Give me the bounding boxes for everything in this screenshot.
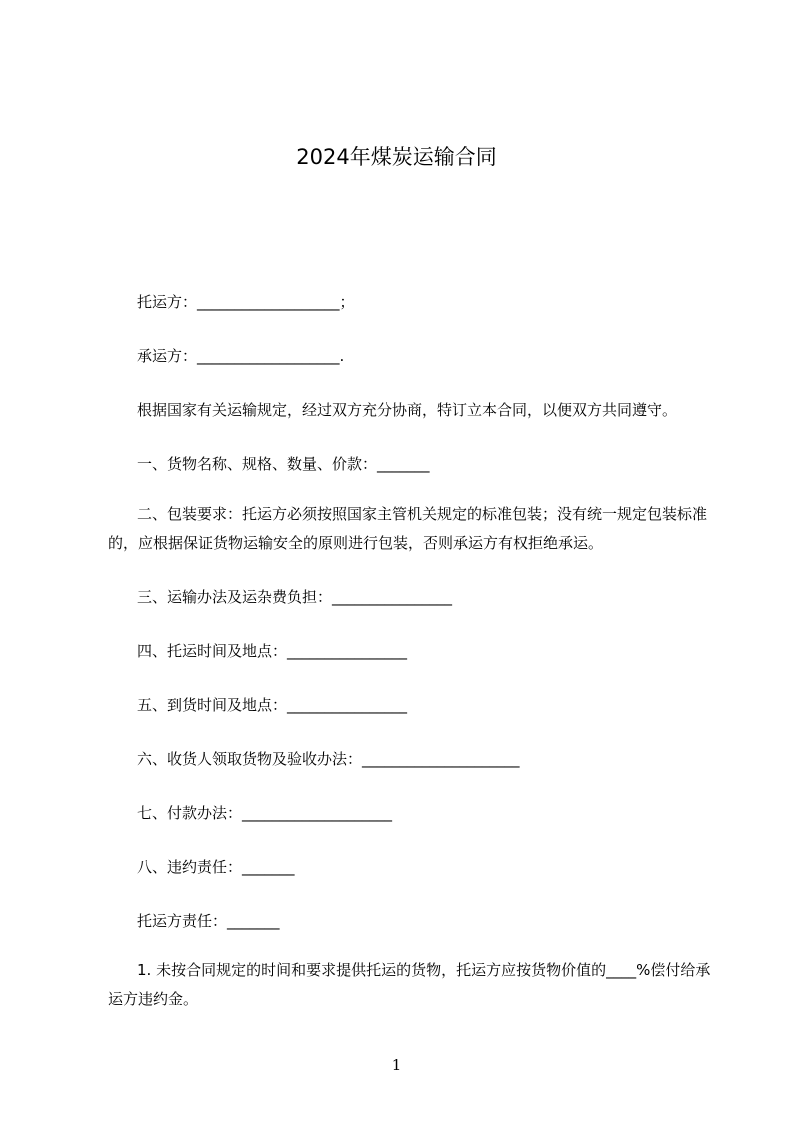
shipper-liability-heading: 托运方责任：_______ (137, 912, 280, 930)
carrier-field: 承运方：___________________. (137, 347, 345, 365)
document-title: 2024年煤炭运输合同 (296, 145, 497, 169)
clause-7-payment: 七、付款办法：____________________ (137, 804, 393, 822)
clause-3-transport: 三、运输办法及运杂费负担：________________ (137, 588, 453, 606)
clause-2-packaging: 二、包装要求：托运方必须按照国家主管机关规定的标准包装；没有统一规定包装标准的，应根据保证货物运输安全的原则进行包装，否则承运方有权拒绝承运。 (108, 505, 708, 552)
page-number: 1 (391, 1056, 402, 1074)
clause-4-shipping-time: 四、托运时间及地点：________________ (137, 642, 408, 660)
preamble-paragraph: 根据国家有关运输规定，经过双方充分协商，特订立本合同，以便双方共同遵守。 (137, 401, 678, 419)
clause-5-arrival-time: 五、到货时间及地点：________________ (137, 696, 408, 714)
clause-6-receipt: 六、收货人领取货物及验收办法：_____________________ (137, 750, 520, 768)
clause-8-liability: 八、违约责任：_______ (137, 858, 295, 876)
shipper-field: 托运方：___________________； (137, 293, 355, 311)
clause-1-goods: 一、货物名称、规格、数量、价款：_______ (137, 455, 430, 473)
liability-item-1: 1. 未按合同规定的时间和要求提供托运的货物，托运方应按货物价值的____%偿付给承运方违约金。 (108, 961, 711, 1008)
